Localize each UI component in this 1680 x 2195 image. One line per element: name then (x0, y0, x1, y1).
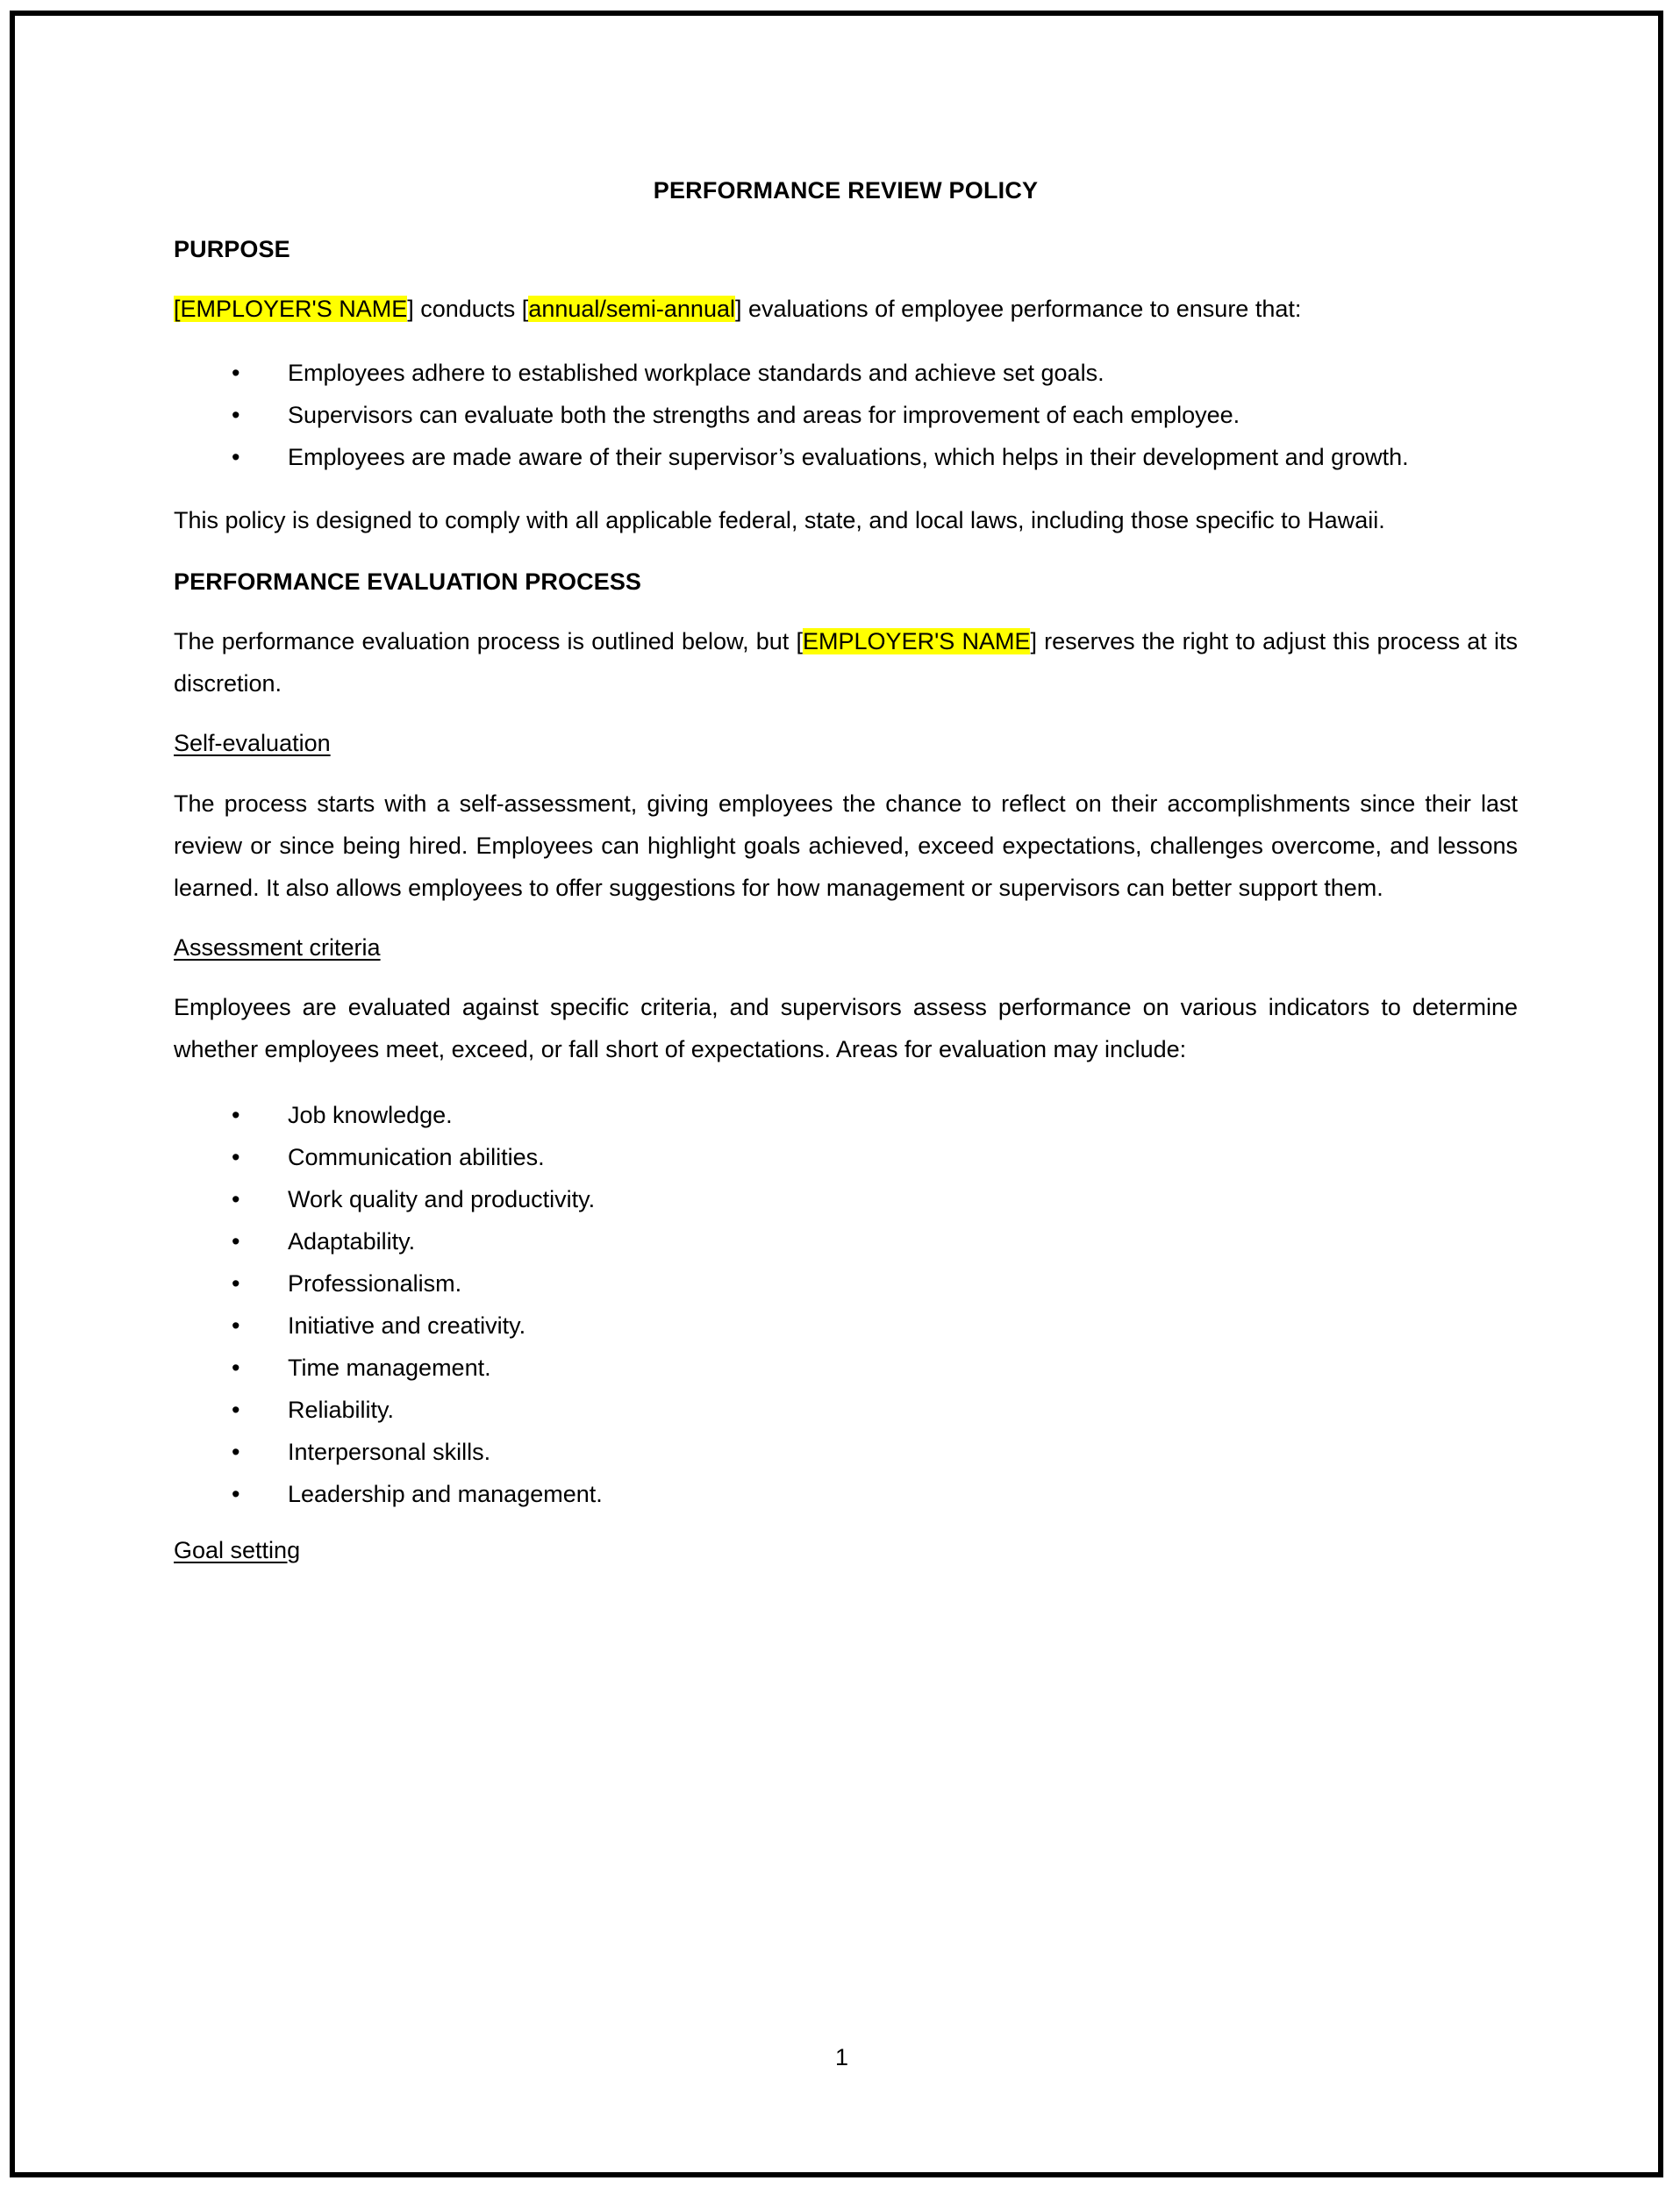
purpose-bullet-list (174, 352, 1518, 478)
employer-name-highlight-1 (174, 296, 407, 322)
list-item: • Initiative and creativity. (174, 1305, 1518, 1347)
evaluation-intro-text-2: ] reserves the right to adjust this process at its discretion. (174, 628, 1518, 697)
list-item: • Leadership and management. (174, 1473, 1518, 1515)
list-item: • Communication abilities. (174, 1136, 1518, 1178)
page-title: PERFORMANCE REVIEW POLICY (653, 177, 1039, 204)
compliance-paragraph: This policy is designed to comply with all applicable federal, state, and local laws, including those specific to Hawaii. (174, 506, 1385, 533)
assessment-criteria-bullet-list (174, 1094, 1518, 1515)
list-item: • Employees are made aware of their supervisor’s evaluations, which helps in their development and growth. (174, 436, 1518, 478)
page-content (174, 16, 1518, 2172)
sub-heading-goal-setting-label: Goal setting (174, 1536, 301, 1563)
purpose-intro-text-2: ] conducts [ (407, 295, 529, 322)
frequency-highlight (528, 296, 735, 322)
employer-name-token-1: EMPLOYER'S NAME (180, 295, 408, 322)
purpose-intro-paragraph (174, 288, 1518, 330)
sub-heading-assessment-criteria (174, 933, 1518, 962)
sub-heading-assessment-criteria-label: Assessment criteria (174, 933, 381, 961)
list-item: • Professionalism. (174, 1262, 1518, 1305)
sub-heading-goal-setting (174, 1536, 1518, 1564)
bracket-open-1: [ (174, 295, 181, 322)
section-heading-evaluation-process: PERFORMANCE EVALUATION PROCESS (174, 568, 642, 595)
list-item: • Interpersonal skills. (174, 1431, 1518, 1473)
list-item: • Time management. (174, 1347, 1518, 1389)
assessment-criteria-paragraph: Employees are evaluated against specific criteria, and supervisors assess performance on various indicators to determine whether employees meet, exceed, or fall short of expectations. Areas for evaluation may include: (174, 993, 1518, 1062)
list-item: • Adaptability. (174, 1220, 1518, 1262)
page-frame (10, 11, 1663, 2177)
self-evaluation-paragraph: The process starts with a self-assessment, giving employees the chance to reflect on their accomplishments since their last review or since being hired. Employees can highlight goals achieved, exceed expectations, challenges overcome, and lessons learned. It also allows employees to offer suggestions for how management or supervisors can better support them. (174, 790, 1518, 901)
employer-name-token-2: EMPLOYER'S NAME (803, 628, 1031, 655)
evaluation-process-intro-paragraph (174, 620, 1518, 704)
employer-name-highlight-2 (803, 628, 1030, 654)
purpose-intro-text-3: ] evaluations of employee performance to ensure that: (734, 295, 1302, 322)
list-item: • Reliability. (174, 1389, 1518, 1431)
list-item: • Job knowledge. (174, 1094, 1518, 1136)
page-number: 1 (834, 2044, 849, 2070)
frequency-token: annual/semi-annual (528, 295, 735, 322)
section-heading-purpose: PURPOSE (174, 236, 290, 263)
sub-heading-self-evaluation (174, 729, 1518, 757)
evaluation-intro-text-1: The performance evaluation process is outlined below, but [ (174, 628, 804, 655)
sub-heading-self-evaluation-label: Self-evaluation (174, 730, 331, 757)
list-item: • Supervisors can evaluate both the strengths and areas for improvement of each employee. (174, 394, 1518, 436)
list-item: • Work quality and productivity. (174, 1178, 1518, 1220)
list-item: • Employees adhere to established workplace standards and achieve set goals. (174, 352, 1518, 394)
